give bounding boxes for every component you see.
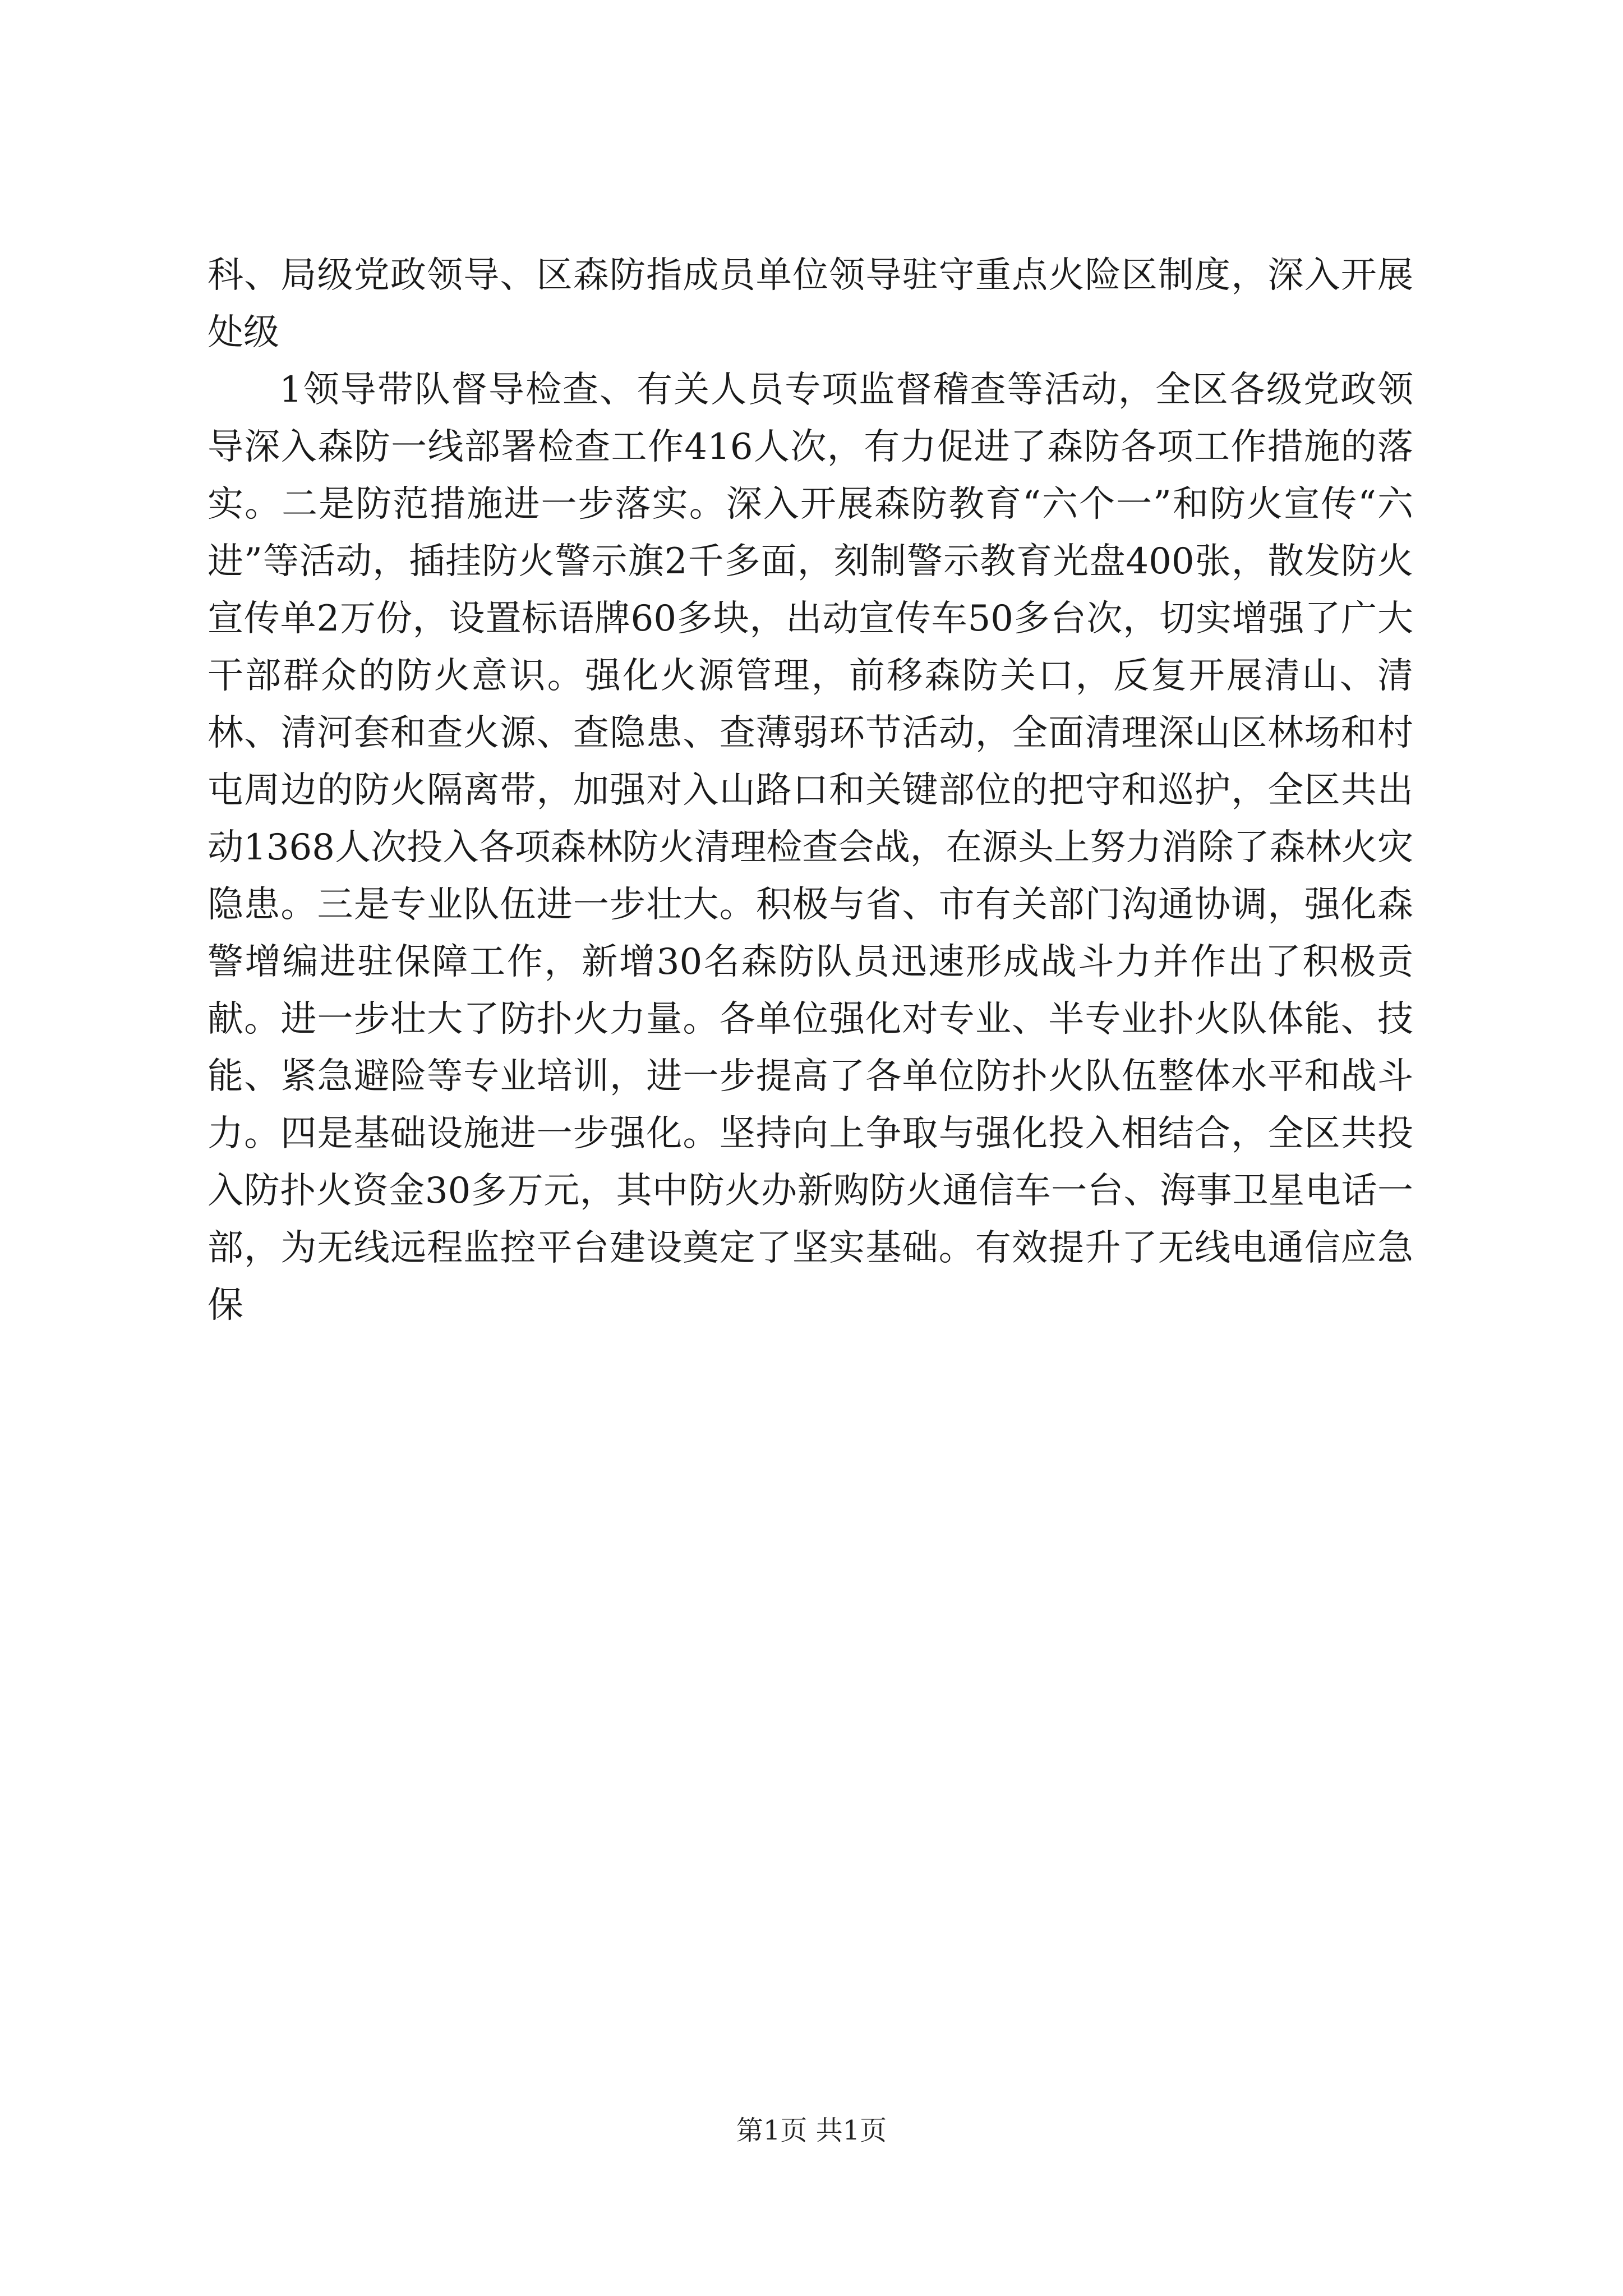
paragraph-2: 1领导带队督导检查、有关人员专项监督稽查等活动，全区各级党政领导深入森防一线部署检查工作416人次，有力促进了森防各项工作措施的落实。二是防范措施进一步落实。深入开展森防教育“六个一”和防火宣传“六进”等活动，插挂防火警示旗2千多面，刻制警示教育光盘400张，散发防火宣传单2万份，设置标语牌60多块，出动宣传车50多台次，切实增强了广大干部群众的防火意识。强化火源管理，前移森防关口，反复开展清山、清林、清河套和查火源、查隐患、查薄弱环节活动，全面清理深山区林场和村屯周边的防火隔离带，加强对入山路口和关键部位的把守和巡护，全区共出动1368人次投入各项森林防火清理检查会战，在源头上努力消除了森林火灾隐患。三是专业队伍进一步壮大。积极与省、市有关部门沟通协调，强化森警增编进驻保障工作，新增30名森防队员迅速形成战斗力并作出了积极贡献。进一步壮大了防扑火力量。各单位强化对专业、半专业扑火队体能、技能、紧急避险等专业培训，进一步提高了各单位防扑火队伍整体水平和战斗力。四是基础设施进一步强化。坚持向上争取与强化投入相结合，全区共投入防扑火资金30多万元，其中防火办新购防火通信车一台、海事卫星电话一部，为无线远程监控平台建设奠定了坚实基础。有效提升了无线电通信应急保 — [208, 369, 1413, 1326]
document-body — [208, 247, 1413, 1334]
page-footer: 第1页 共1页 — [736, 2115, 887, 2146]
paragraph-1: 科、局级党政领导、区森防指成员单位领导驻守重点火险区制度，深入开展处级 — [208, 255, 1413, 353]
